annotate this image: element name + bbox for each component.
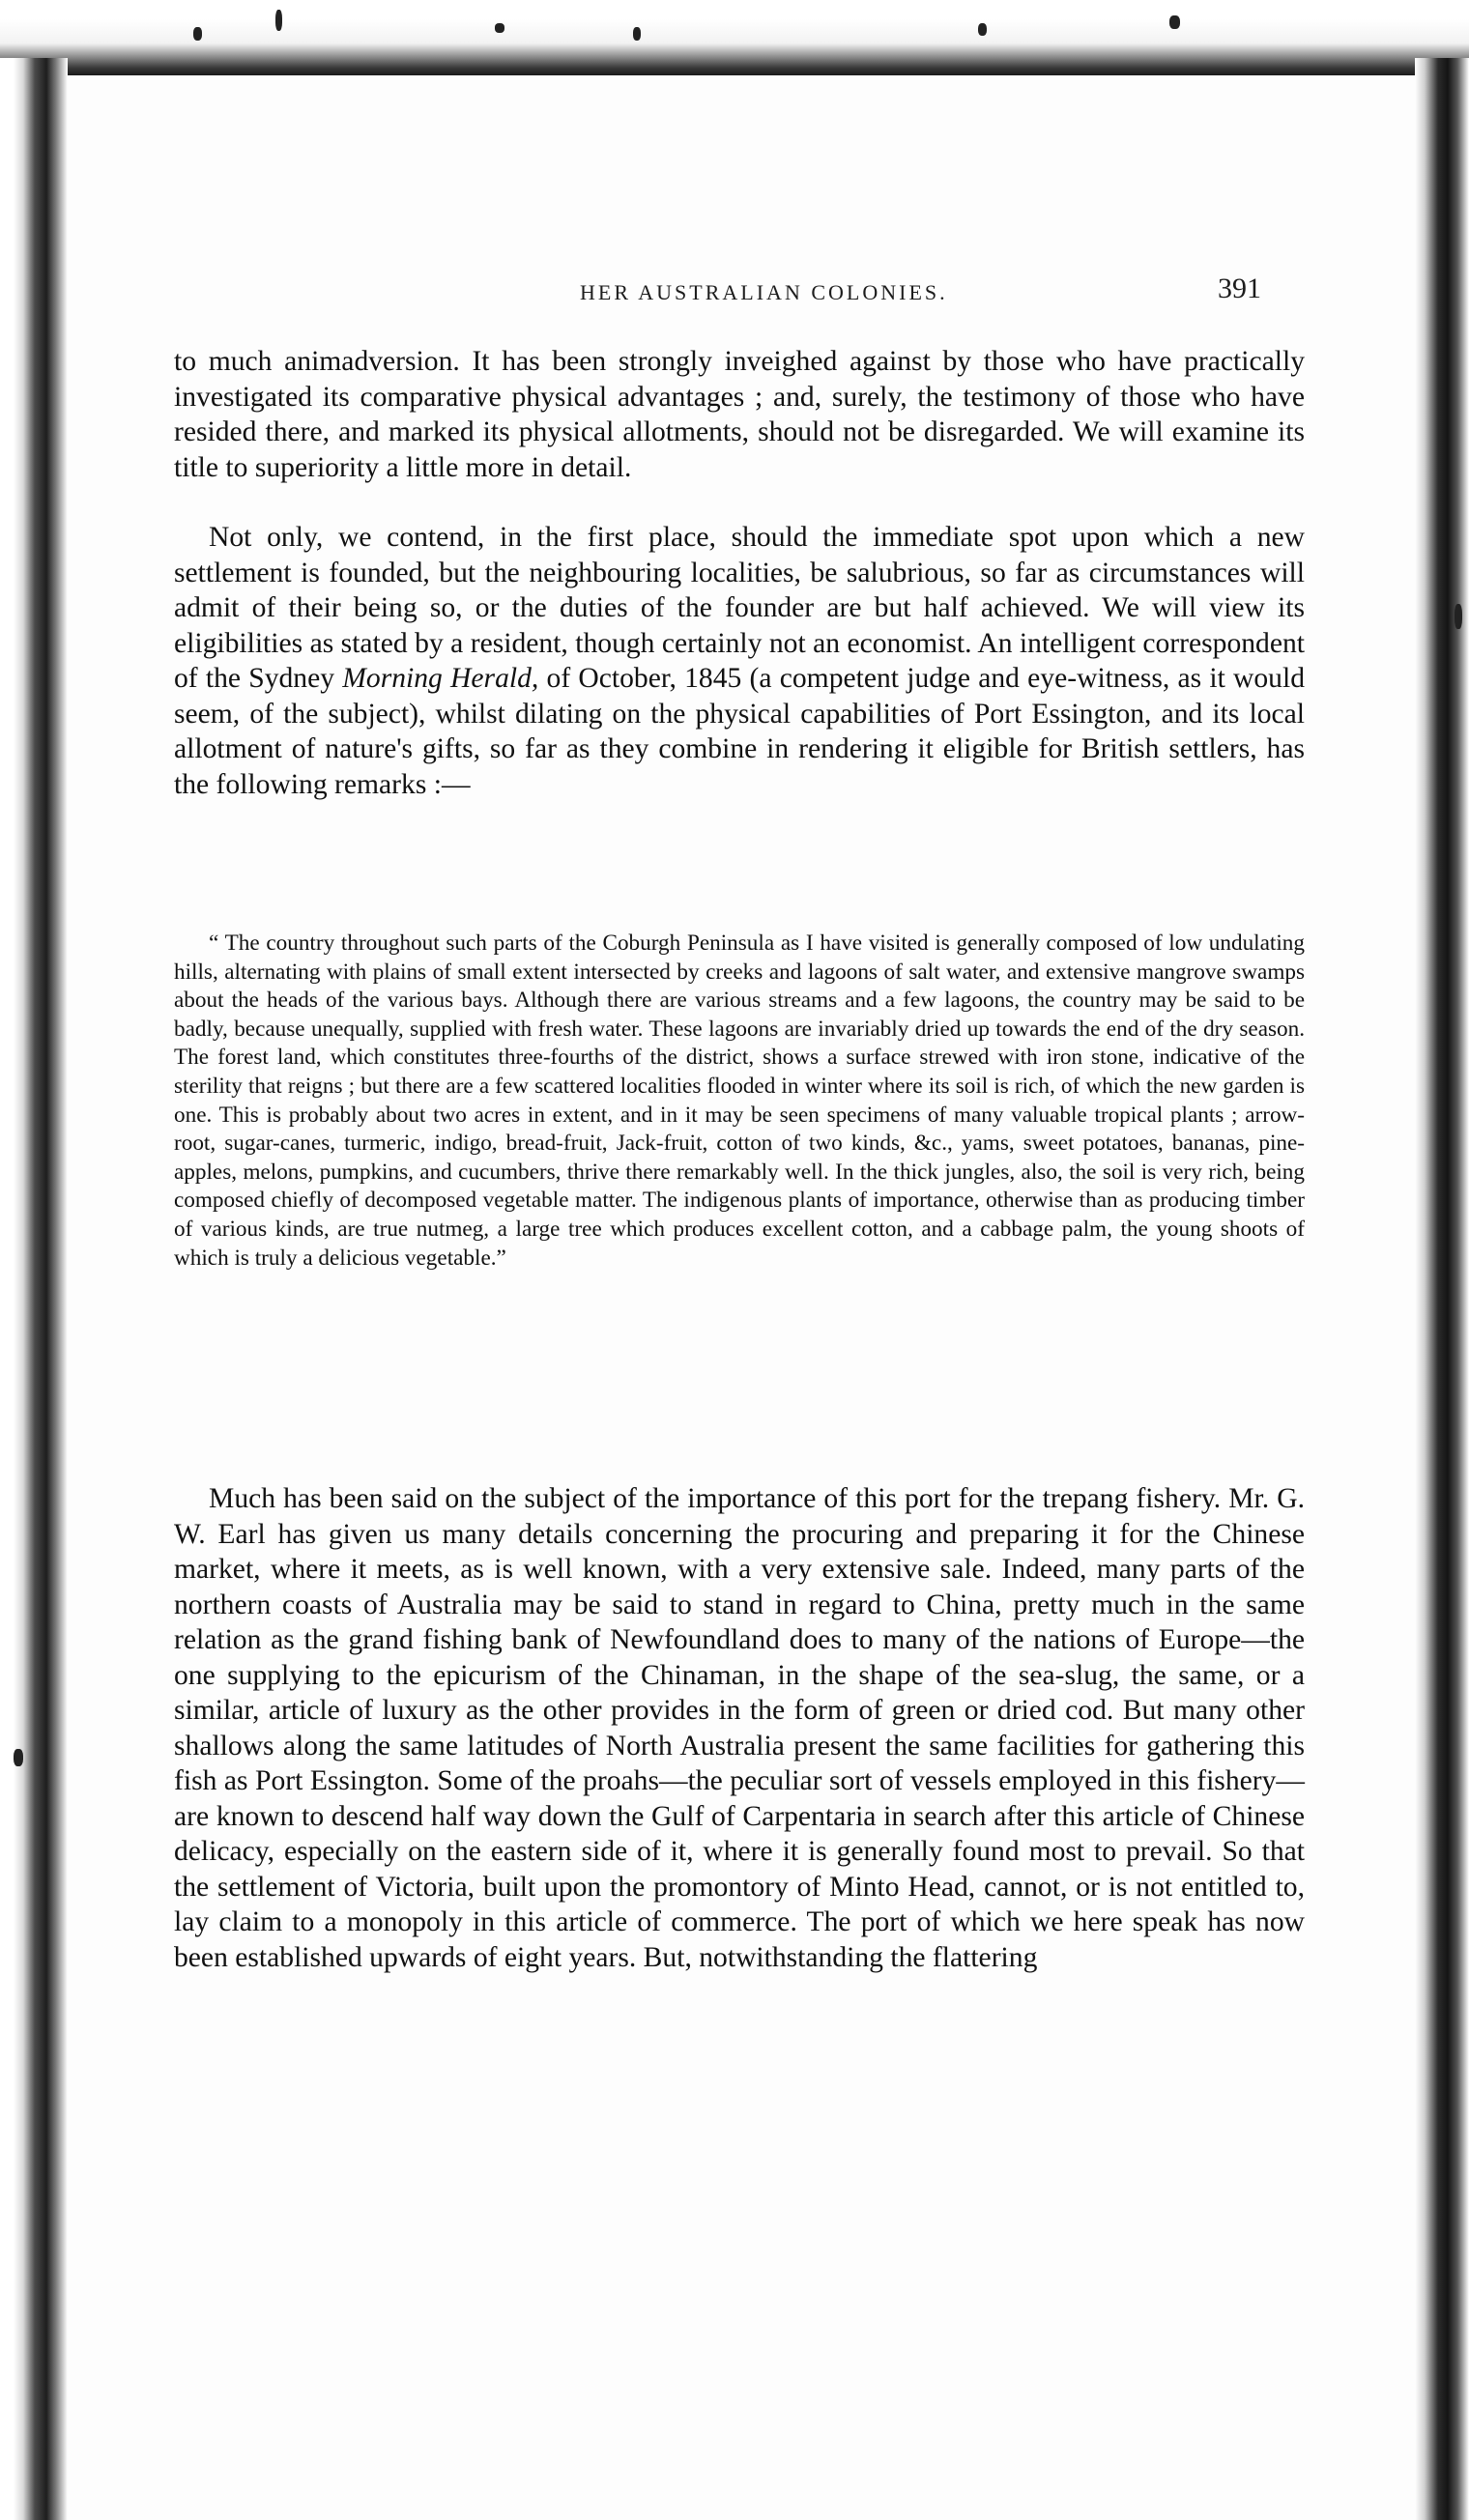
newspaper-title: Morning Herald, — [342, 663, 539, 694]
block-quote: “ The country throughout such parts of the Coburgh Peninsula as I have visited is generally composed of low undulating hills, alternating with plains of small extent intersected by creeks and lagoons of salt water, and extensive mangrove swamps about the heads of the various bays. Although there are various streams and a few lagoons, the country may be said to be badly, because unequally, supplied with fresh water. These lagoons are invariably dried up towards the end of the dry season. The forest land, which constitutes three-fourths of the district, shows a surface strewed with iron stone, indicative of the sterility that reigns ; but there are a few scattered localities flooded in winter where its soil is rich, of which the new garden is one. This is probably about two acres in extent, and in it may be seen specimens of many valuable tropical plants ; arrow-root, sugar-canes, turmeric, indigo, bread-fruit, Jack-fruit, cotton of two kinds, &c., yams, sweet potatoes, bananas, pine-apples, melons, pumpkins, and cucumbers, thrive there remarkably well. In the thick jungles, also, the soil is very rich, being composed chiefly of decomposed vegetable matter. The indigenous plants of importance, otherwise than as producing timber of various kinds, are true nutmeg, a large tree which produces excellent cotton, and a cabbage palm, the young shoots of which is truly a delicious vegetable.” — [174, 931, 1305, 1271]
right-page-edge-shadow — [1415, 58, 1469, 2520]
page-number: 391 — [1218, 272, 1261, 304]
book-page — [68, 75, 1415, 2520]
scan-speck — [1455, 604, 1462, 629]
scan-speck — [275, 10, 282, 31]
scan-speck — [495, 23, 504, 33]
left-binding-shadow — [0, 58, 68, 2520]
scan-speck — [633, 27, 641, 41]
scan-speck — [1169, 15, 1180, 29]
running-head: HER AUSTRALIAN COLONIES. — [580, 280, 948, 304]
scan-speck — [978, 23, 987, 36]
paragraph-2 — [174, 520, 1305, 802]
scan-speck — [14, 1749, 23, 1766]
paragraph-1: to much animadversion. It has been strongly inveighed against by those who have practically investigated its comparative physical advantages ; and, surely, the testimony of those who have resided there, and marked its physical allotments, should not be disregarded. We will examine its title to superiority a little more in detail. — [174, 346, 1305, 483]
scan-speck — [193, 27, 202, 41]
top-page-edge-shadow — [0, 0, 1469, 75]
paragraph-2-text-a: Not only, we contend, in the first place, should the immediate spot upon which a new settlement is founded, but the neighbouring localities, be salubrious, so far as circumstances will admit of their being so, or the duties of the founder are but half achieved. We will view its eligibilities as stated by a resident, though certainly not an economist. An intelligent correspondent of the Sydney — [174, 522, 1305, 694]
paragraph-3: Much has been said on the subject of the importance of this port for the trepang fishery. Mr. G. W. Earl has given us many details concerning the procuring and preparing it for the Chinese market, where it meets, as is well known, with a very extensive sale. Indeed, many parts of the northern coasts of Australia may be said to stand in regard to China, pretty much in the same relation as the grand fishing bank of Newfoundland does to many of the nations of Europe—the one supplying to the epicurism of the Chinaman, in the shape of the sea-slug, the same, or a similar, article of luxury as the other provides in the form of green or dried cod. But many other shallows along the same latitudes of North Australia present the same facilities for gathering this fish as Port Essington. Some of the proahs—the peculiar sort of vessels employed in this fishery—are known to descend half way down the Gulf of Carpentaria in search after this article of Chinese delicacy, especially on the eastern side of it, where it is generally found most to prevail. So that the settlement of Victoria, built upon the promontory of Minto Head, cannot, or is not entitled to, lay claim to a monopoly in this article of commerce. The port of which we here speak has now been established upwards of eight years. But, notwithstanding the flattering — [174, 1483, 1305, 1973]
paragraph-2-text-b: of October, 1845 (a competent judge and eye-witness, as it would seem, of the subject), whilst dilating on the physical capabilities of Port Essington, and its local allotment of nature's gifts, so far as they combine in rendering it eligible for British settlers, has the following remarks :— — [174, 663, 1305, 800]
